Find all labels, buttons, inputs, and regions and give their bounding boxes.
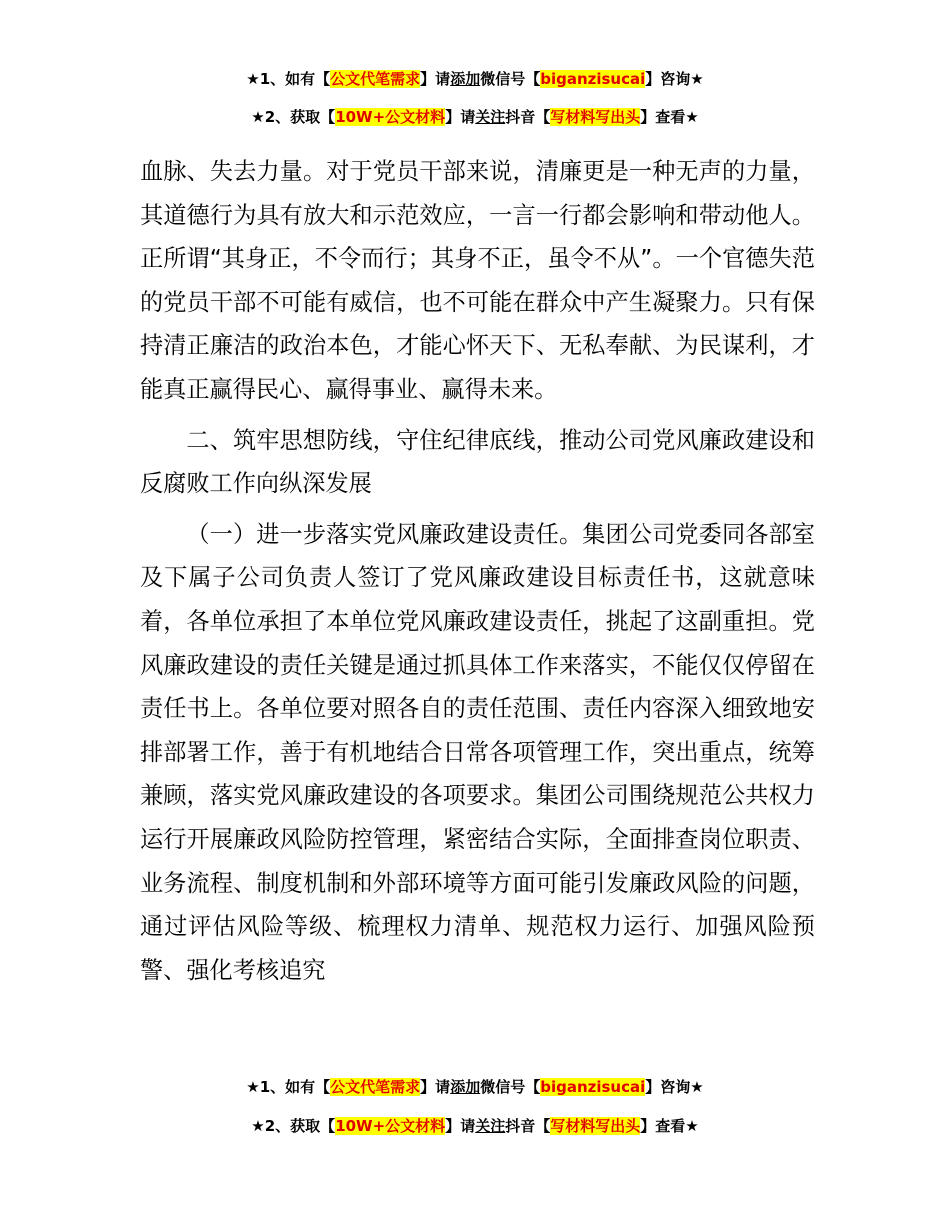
banner-text: ★1、如有【 — [246, 70, 331, 88]
banner-highlight: 公文代笔需求 — [330, 1078, 421, 1096]
banner-highlight: 10W+公文材料 — [335, 1117, 446, 1135]
banner-text: ★1、如有【 — [246, 1078, 331, 1096]
banner-text: 抖音【 — [505, 108, 551, 126]
banner-underlined: 关注 — [475, 108, 506, 126]
banner-highlight-douyin: 写材料写出头 — [550, 1117, 641, 1135]
footer-banner-line-2 — [0, 1115, 950, 1137]
banner-highlight: 公文代笔需求 — [330, 70, 421, 88]
banner-highlight-wechat: biganzisucai — [540, 70, 646, 88]
footer-banner-line-1 — [0, 1076, 950, 1098]
header-banner-line-2 — [0, 106, 950, 128]
paragraph-subsection-1: （一）进一步落实党风廉政建设责任。集团公司党委同各部室及下属子公司负责人签订了党风廉政建设目标责任书，这就意味着，各单位承担了本单位党风廉政建设责任，挑起了这副重担。党风廉政建设的责任关键是通过抓具体工作来落实，不能仅仅停留在责任书上。各单位要对照各自的责任范围、责任内容深入细致地安排部署工作，善于有机地结合日常各项管理工作，突出重点，统筹兼顾，落实党风廉政建设的各项要求。集团公司围绕规范公共权力运行开展廉政风险防控管理，紧密结合实际，全面排查岗位职责、业务流程、制度机制和外部环境等方面可能引发廉政风险的问题，通过评估风险等级、梳理权力清单、规范权力运行、加强风险预警、强化考核追究 — [140, 520, 815, 984]
banner-text: 】咨询★ — [645, 1078, 704, 1096]
banner-text: 】请 — [420, 70, 451, 88]
document-body — [140, 150, 815, 992]
banner-text: 抖音【 — [505, 1117, 551, 1135]
banner-underlined: 添加 — [450, 1078, 481, 1096]
banner-text: 微信号【 — [480, 70, 541, 88]
banner-text: 】请 — [445, 1117, 476, 1135]
banner-highlight: 10W+公文材料 — [335, 108, 446, 126]
banner-text: 】查看★ — [640, 1117, 699, 1135]
banner-text: ★2、获取【 — [251, 1117, 336, 1135]
banner-underlined: 添加 — [450, 70, 481, 88]
banner-text: 】查看★ — [640, 108, 699, 126]
banner-text: 】请 — [420, 1078, 451, 1096]
banner-text: ★2、获取【 — [251, 108, 336, 126]
banner-highlight-douyin: 写材料写出头 — [550, 108, 641, 126]
banner-text: 】请 — [445, 108, 476, 126]
banner-highlight-wechat: biganzisucai — [540, 1078, 646, 1096]
banner-text: 微信号【 — [480, 1078, 541, 1096]
paragraph-continuation: 血脉、失去力量。对于党员干部来说，清廉更是一种无声的力量，其道德行为具有放大和示范效应，一言一行都会影响和带动他人。正所谓“其身正，不令而行；其身不正，虽令不从”。一个官德失范的党员干部不可能有威信，也不可能在群众中产生凝聚力。只有保持清正廉洁的政治本色，才能心怀天下、无私奉献、为民谋利，才能真正赢得民心、赢得事业、赢得未来。 — [140, 158, 815, 403]
section-heading-2: 二、筑牢思想防线，守住纪律底线，推动公司党风廉政建设和反腐败工作向纵深发展 — [140, 426, 815, 498]
header-banner-line-1 — [0, 68, 950, 90]
banner-text: 】咨询★ — [645, 70, 704, 88]
banner-underlined: 关注 — [475, 1117, 506, 1135]
